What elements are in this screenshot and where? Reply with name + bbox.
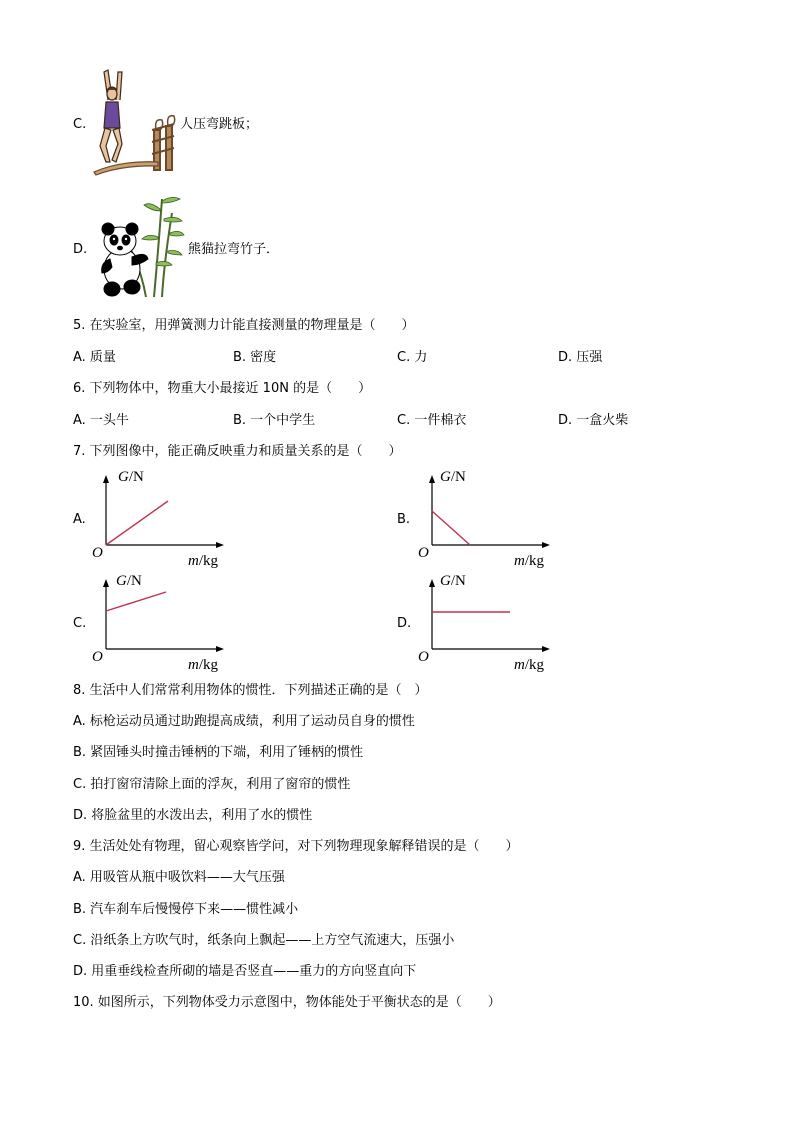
q7-stem: 7. 下列图像中，能正确反映重力和质量关系的是（ ）: [73, 444, 402, 459]
q9-option-d: D. 用重垂线检查所砌的墙是否竖直——重力的方向竖直向下: [73, 964, 417, 979]
q7-graph-c-letter: C.: [73, 616, 87, 631]
y-var: G: [116, 573, 127, 589]
x-axis-arrow: [216, 542, 224, 548]
svg-text:m/kg: [188, 657, 219, 673]
q9-option-a: A. 用吸管从瓶中吸饮料——大气压强: [73, 870, 285, 885]
x-axis-arrow: [542, 646, 550, 652]
graph-a-line: [106, 501, 168, 545]
y-var: G: [440, 573, 451, 589]
y-unit: /N: [450, 469, 466, 485]
q8-option-d: D. 将脸盆里的水泼出去，利用了水的惯性: [73, 808, 313, 823]
y-axis-arrow: [429, 579, 435, 587]
q7-graph-d: [416, 569, 556, 674]
q7-graph-b: [416, 465, 556, 570]
svg-text:G/N: [116, 573, 142, 589]
svg-text:m/kg: [188, 553, 219, 569]
x-var: m: [514, 553, 525, 569]
y-axis-arrow: [429, 475, 435, 483]
origin-label: O: [418, 649, 429, 665]
svg-text:G/N: [440, 573, 466, 589]
svg-text:G/N: [118, 469, 144, 485]
origin-label: O: [92, 545, 103, 561]
x-unit: /kg: [198, 553, 219, 569]
y-axis-arrow: [103, 579, 109, 587]
panda-bamboo-image: [92, 193, 186, 301]
q4-option-c-text: 人压弯跳板；: [180, 117, 259, 132]
q4-option-d-letter: D.: [73, 242, 88, 257]
q6-option-d: D. 一盒火柴: [558, 413, 629, 428]
graph-b-line: [432, 511, 470, 545]
q5-option-b: B. 密度: [233, 350, 277, 365]
x-var: m: [188, 657, 199, 673]
y-var: G: [118, 469, 129, 485]
q7-graph-a: [90, 465, 230, 570]
x-var: m: [188, 553, 199, 569]
graph-c-line: [106, 592, 166, 611]
y-unit: /N: [126, 573, 142, 589]
diver-springboard-image: [92, 68, 180, 176]
y-axis-arrow: [103, 475, 109, 483]
svg-text:G/N: [440, 469, 466, 485]
q9-option-c: C. 沿纸条上方吹气时，纸条向上飘起——上方空气流速大，压强小: [73, 933, 455, 948]
q5-option-a: A. 质量: [73, 350, 116, 365]
x-axis-arrow: [542, 542, 550, 548]
origin-label: O: [92, 649, 103, 665]
q5-stem: 5. 在实验室，用弹簧测力计能直接测量的物理量是（ ）: [73, 318, 415, 333]
x-var: m: [514, 657, 525, 673]
q10-stem: 10. 如图所示，下列物体受力示意图中，物体能处于平衡状态的是（ ）: [73, 995, 501, 1010]
q7-graph-d-letter: D.: [397, 616, 412, 631]
q4-option-d-text: 熊猫拉弯竹子．: [188, 242, 280, 257]
q8-option-a: A. 标枪运动员通过助跑提高成绩，利用了运动员自身的惯性: [73, 714, 415, 729]
q5-option-d: D. 压强: [558, 350, 603, 365]
x-axis-arrow: [216, 646, 224, 652]
y-unit: /N: [450, 573, 466, 589]
q8-stem: 8. 生活中人们常常利用物体的惯性．下列描述正确的是（ ）: [73, 683, 428, 698]
q4-option-c-letter: C.: [73, 117, 87, 132]
x-unit: /kg: [198, 657, 219, 673]
q6-option-b: B. 一个中学生: [233, 413, 316, 428]
q7-graph-a-letter: A.: [73, 512, 86, 527]
y-unit: /N: [128, 469, 144, 485]
origin-label: O: [418, 545, 429, 561]
q6-option-c: C. 一件棉衣: [397, 413, 467, 428]
x-unit: /kg: [524, 553, 545, 569]
q6-option-a: A. 一头牛: [73, 413, 129, 428]
y-var: G: [440, 469, 451, 485]
svg-text:m/kg: [514, 553, 545, 569]
q7-graph-b-letter: B.: [397, 512, 411, 527]
svg-text:m/kg: [514, 657, 545, 673]
q8-option-c: C. 拍打窗帘清除上面的浮灰，利用了窗帘的惯性: [73, 777, 351, 792]
q7-graph-c: [90, 569, 230, 674]
q9-option-b: B. 汽车刹车后慢慢停下来——惯性减小: [73, 902, 299, 917]
q9-stem: 9. 生活处处有物理，留心观察皆学问，对下列物理现象解释错误的是（ ）: [73, 839, 519, 854]
x-unit: /kg: [524, 657, 545, 673]
q5-option-c: C. 力: [397, 350, 428, 365]
q6-stem: 6. 下列物体中，物重大小最接近 10N 的是（ ）: [73, 381, 372, 396]
q8-option-b: B. 紧固锤头时撞击锤柄的下端，利用了锤柄的惯性: [73, 745, 364, 760]
